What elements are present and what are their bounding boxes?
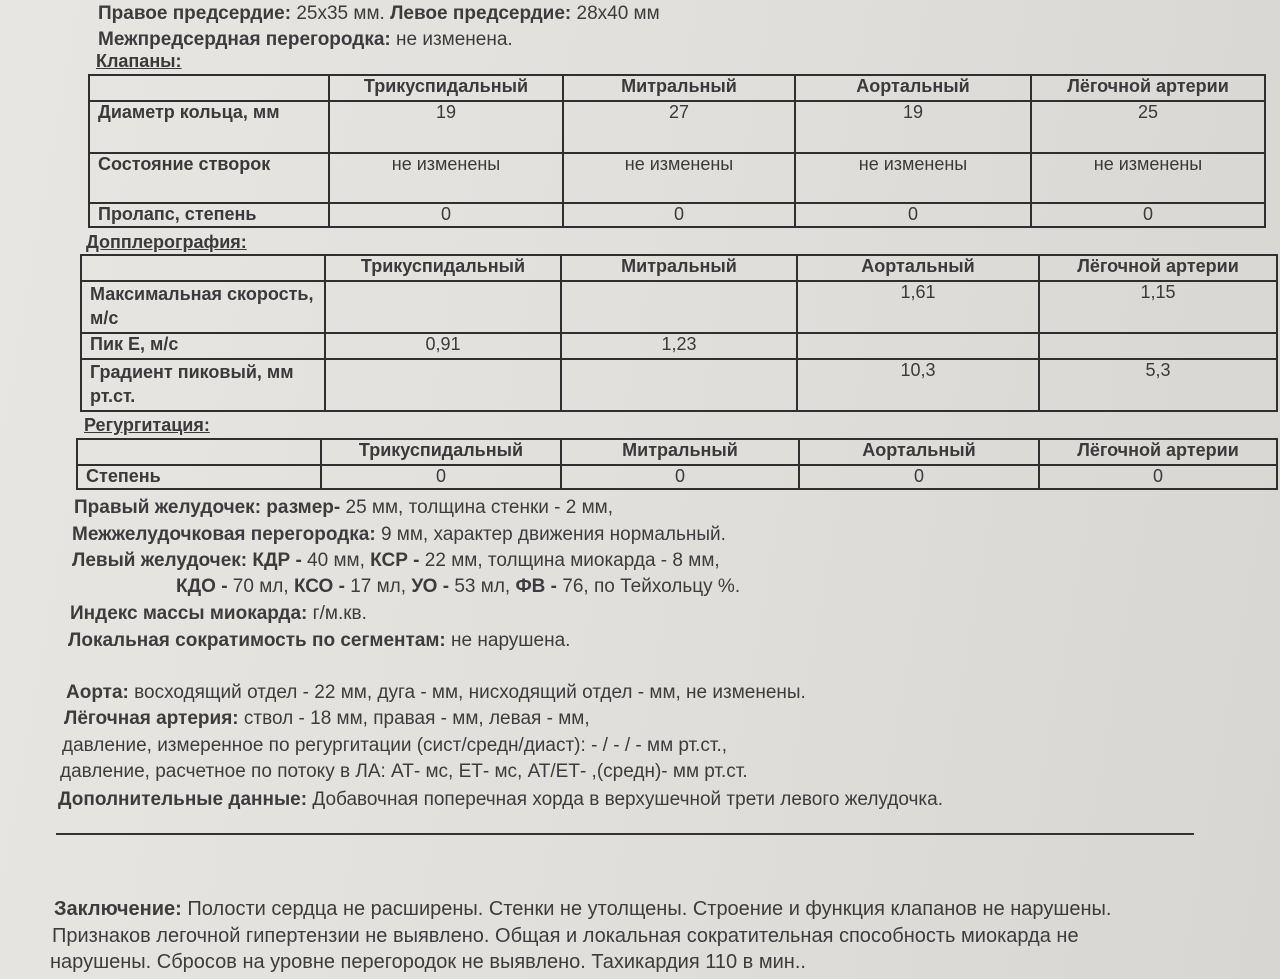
rv-label: Правый желудочек: размер- [74, 497, 341, 518]
valves-cell: не изменены [329, 153, 563, 203]
extra-data-line [58, 789, 943, 811]
regurg-cell: 0 [1039, 465, 1277, 489]
uo-value: 53 мл, [449, 576, 516, 597]
pressure-flow-line: давление, расчетное по потоку в ЛА: АТ- мс, ЕТ- мс, АТ/ЕТ- ,(средн)- мм рт.ст. [60, 761, 748, 782]
atrial-septum-label: Межпредсердная перегородка: [98, 29, 391, 50]
regurg-cell: 0 [321, 465, 561, 489]
fv-value: 76, по Тейхольцу %. [557, 576, 741, 597]
valves-title: Клапаны: [96, 51, 182, 71]
conclusion-label: Заключение: [54, 898, 182, 920]
valves-header-tricuspid: Трикуспидальный [329, 75, 563, 101]
extra-data-value: Добавочная поперечная хорда в верхушечной трети левого желудочка. [307, 789, 944, 810]
doppler-cell: 5,3 [1039, 359, 1277, 411]
doppler-cell [1039, 333, 1277, 359]
local-contractility-label: Локальная сократимость по сегментам: [68, 630, 446, 651]
doppler-header-empty [81, 255, 325, 281]
doppler-row-label: Пик Е, м/с [81, 333, 325, 359]
atrial-septum-value: не изменена. [390, 29, 513, 50]
valves-cell: 0 [1031, 203, 1265, 227]
doppler-cell [561, 281, 797, 333]
atria-line [98, 3, 660, 25]
valves-cell: 19 [329, 101, 563, 153]
ivs-value: 9 мм, характер движения нормальный. [375, 524, 726, 545]
doppler-header-pulmonary: Лёгочной артерии [1039, 255, 1277, 281]
regurg-cell: 0 [561, 465, 799, 489]
right-atrium-value: 25х35 мм. [291, 3, 391, 24]
extra-data-label: Дополнительные данные: [58, 789, 308, 810]
kso-value: 17 мл, [344, 576, 412, 597]
uo-label: УО - [411, 576, 450, 597]
regurg-title: Регургитация: [84, 415, 210, 435]
ksr-value: 22 мм, толщина миокарда - 8 мм, [419, 550, 720, 571]
valves-cell: 0 [563, 203, 795, 227]
doppler-cell: 1,23 [561, 333, 797, 359]
regurg-cell: 0 [799, 465, 1039, 489]
fv-label: ФВ - [515, 576, 558, 597]
valves-row-label: Состояние створок [89, 153, 329, 203]
doppler-table [80, 254, 1278, 412]
mass-index-label: Индекс массы миокарда: [70, 603, 308, 624]
valves-cell: 25 [1031, 101, 1265, 153]
doppler-cell [797, 333, 1039, 359]
rv-value: 25 мм, толщина стенки - 2 мм, [340, 497, 614, 518]
pulmonary-artery-value: ствол - 18 мм, правая - мм, левая - мм, [238, 708, 590, 729]
local-contractility-line [68, 630, 570, 652]
doppler-cell: 0,91 [325, 333, 561, 359]
lv-line [72, 550, 720, 572]
pulmonary-artery-line [64, 708, 590, 730]
valves-row-label: Пролапс, степень [89, 203, 329, 227]
right-atrium-label: Правое предсердие: [98, 3, 292, 24]
signature-rule [56, 833, 1194, 835]
kso-label: КСО - [293, 576, 345, 597]
conclusion-text-1: Полости сердца не расширены. Стенки не утолщены. Строение и функция клапанов не нарушены. [181, 898, 1112, 920]
pulmonary-artery-label: Лёгочная артерия: [64, 708, 239, 729]
valves-cell: 19 [795, 101, 1031, 153]
valves-cell: 0 [329, 203, 563, 227]
conclusion-line-3: нарушены. Сбросов на уровне перегородок не выявлено. Тахикардия 110 в мин.. [50, 951, 806, 973]
valves-header-aortic: Аортальный [795, 75, 1031, 101]
doppler-cell: 1,15 [1039, 281, 1277, 333]
lv-label: Левый желудочек: КДР - [72, 550, 302, 571]
valves-header-empty [89, 75, 329, 101]
lv-volumes-line [176, 576, 740, 598]
conclusion-line-1 [54, 898, 1111, 921]
doppler-cell [561, 359, 797, 411]
aorta-label: Аорта: [66, 682, 129, 703]
pressure-regurg-line: давление, измеренное по регургитации (сист/средн/диаст): - / - / - мм рт.ст., [62, 735, 728, 756]
doppler-row-label: Максимальная скорость, м/с [81, 281, 325, 333]
valves-table [88, 74, 1266, 228]
valves-cell: не изменены [795, 153, 1031, 203]
doppler-header-aortic: Аортальный [797, 255, 1039, 281]
aorta-line [66, 682, 806, 704]
valves-cell: 27 [563, 101, 795, 153]
left-atrium-label: Левое предсердие: [390, 3, 572, 24]
doppler-cell [325, 359, 561, 411]
valves-row-label: Диаметр кольца, мм [89, 101, 329, 153]
aorta-value: восходящий отдел - 22 мм, дуга - мм, нисходящий отдел - мм, не изменены. [128, 682, 806, 703]
doppler-cell: 1,61 [797, 281, 1039, 333]
regurg-header-empty [77, 439, 321, 465]
atrial-septum-line [98, 29, 513, 51]
mass-index-value: г/м.кв. [307, 603, 367, 624]
regurg-header-aortic: Аортальный [799, 439, 1039, 465]
doppler-cell [325, 281, 561, 333]
doppler-row-label: Градиент пиковый, мм рт.ст. [81, 359, 325, 411]
valves-cell: не изменены [563, 153, 795, 203]
regurg-header-mitral: Митральный [561, 439, 799, 465]
ivs-label: Межжелудочковая перегородка: [72, 524, 376, 545]
lv-value: 40 мм, [301, 550, 371, 571]
regurg-header-pulmonary: Лёгочной артерии [1039, 439, 1277, 465]
valves-header-mitral: Митральный [563, 75, 795, 101]
valves-header-pulmonary: Лёгочной артерии [1031, 75, 1265, 101]
regurg-header-tricuspid: Трикуспидальный [321, 439, 561, 465]
doppler-header-mitral: Митральный [561, 255, 797, 281]
ksr-label: КСР - [370, 550, 420, 571]
doppler-header-tricuspid: Трикуспидальный [325, 255, 561, 281]
kdo-label: КДО - [176, 576, 228, 597]
local-contractility-value: не нарушена. [445, 630, 571, 651]
kdo-value: 70 мл, [227, 576, 294, 597]
doppler-cell: 10,3 [797, 359, 1039, 411]
ivs-line [72, 524, 726, 546]
rv-line [74, 497, 613, 519]
mass-index-line [70, 603, 367, 625]
valves-cell: не изменены [1031, 153, 1265, 203]
valves-cell: 0 [795, 203, 1031, 227]
conclusion-line-2: Признаков легочной гипертензии не выявлено. Общая и локальная сократительная способность миокарда не [52, 925, 1079, 947]
left-atrium-value: 28х40 мм [571, 3, 660, 24]
regurg-row-label: Степень [77, 465, 321, 489]
doppler-title: Допплерография: [86, 232, 247, 252]
regurg-table [76, 438, 1278, 490]
